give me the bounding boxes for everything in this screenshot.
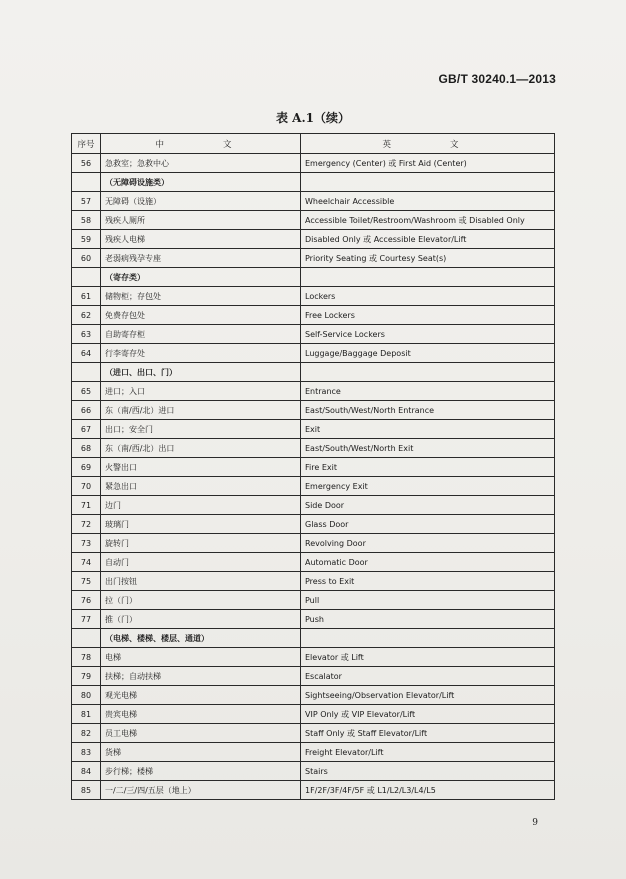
row-number-cell: 61 [72, 287, 101, 306]
english-term-cell: Staff Only 或 Staff Elevator/Lift [301, 724, 555, 743]
row-number-cell: 69 [72, 458, 101, 477]
english-term-cell: Emergency Exit [301, 477, 555, 496]
table-row [72, 192, 555, 211]
row-number-cell: 82 [72, 724, 101, 743]
english-term-cell [301, 268, 555, 287]
row-number-cell: 79 [72, 667, 101, 686]
chinese-term-cell: 步行梯；楼梯 [101, 762, 301, 781]
english-term-cell: Wheelchair Accessible [301, 192, 555, 211]
chinese-term-cell: 残疾人厕所 [101, 211, 301, 230]
english-term-cell: 1F/2F/3F/4F/5F 或 L1/L2/L3/L4/L5 [301, 781, 555, 800]
row-number-cell: 76 [72, 591, 101, 610]
chinese-term-cell: 货梯 [101, 743, 301, 762]
chinese-term-cell: 员工电梯 [101, 724, 301, 743]
row-number-cell: 73 [72, 534, 101, 553]
table-row [72, 344, 555, 363]
chinese-term-cell: （寄存类） [101, 268, 301, 287]
table-row [72, 762, 555, 781]
chinese-term-cell: 进口；入口 [101, 382, 301, 401]
english-term-cell: Free Lockers [301, 306, 555, 325]
row-number-cell [72, 173, 101, 192]
table-row [72, 781, 555, 800]
row-number-cell: 77 [72, 610, 101, 629]
english-term-cell: Fire Exit [301, 458, 555, 477]
english-term-cell: Press to Exit [301, 572, 555, 591]
row-number-cell: 75 [72, 572, 101, 591]
english-term-cell: Exit [301, 420, 555, 439]
table-row [72, 211, 555, 230]
english-term-cell: Accessible Toilet/Restroom/Washroom 或 Disabled Only [301, 211, 555, 230]
english-term-cell: Luggage/Baggage Deposit [301, 344, 555, 363]
table-row [72, 591, 555, 610]
row-number-cell: 60 [72, 249, 101, 268]
table-row [72, 287, 555, 306]
chinese-term-cell: （进口、出口、门） [101, 363, 301, 382]
row-number-cell: 70 [72, 477, 101, 496]
row-number-cell [72, 629, 101, 648]
chinese-term-cell: 出门按钮 [101, 572, 301, 591]
english-term-cell: Priority Seating 或 Courtesy Seat(s) [301, 249, 555, 268]
column-header-no: 序号 [72, 134, 101, 154]
english-term-cell: Self-Service Lockers [301, 325, 555, 344]
table-row [72, 382, 555, 401]
chinese-term-cell: 扶梯；自动扶梯 [101, 667, 301, 686]
row-number-cell: 78 [72, 648, 101, 667]
category-row [72, 363, 555, 382]
row-number-cell: 81 [72, 705, 101, 724]
chinese-term-cell: 紧急出口 [101, 477, 301, 496]
table-header-row [72, 134, 555, 154]
table-row [72, 439, 555, 458]
english-term-cell [301, 173, 555, 192]
table-row [72, 534, 555, 553]
english-term-cell: Emergency (Center) 或 First Aid (Center) [301, 154, 555, 173]
chinese-term-cell: 火警出口 [101, 458, 301, 477]
table-row [72, 230, 555, 249]
row-number-cell: 63 [72, 325, 101, 344]
chinese-term-cell: 边门 [101, 496, 301, 515]
chinese-term-cell: 旋转门 [101, 534, 301, 553]
table-row [72, 610, 555, 629]
table-row [72, 458, 555, 477]
english-term-cell: Side Door [301, 496, 555, 515]
row-number-cell: 83 [72, 743, 101, 762]
chinese-term-cell: 老弱病残孕专座 [101, 249, 301, 268]
chinese-term-cell: 行李寄存处 [101, 344, 301, 363]
chinese-term-cell: 东（南/西/北）进口 [101, 401, 301, 420]
english-term-cell: Sightseeing/Observation Elevator/Lift [301, 686, 555, 705]
column-header-english: 英 文 [301, 134, 555, 154]
chinese-term-cell: 自动门 [101, 553, 301, 572]
chinese-term-cell: 自助寄存柜 [101, 325, 301, 344]
column-header-chinese: 中 文 [101, 134, 301, 154]
standard-code: GB/T 30240.1—2013 [438, 72, 556, 86]
table-row [72, 686, 555, 705]
english-term-cell: Revolving Door [301, 534, 555, 553]
english-term-cell: Entrance [301, 382, 555, 401]
table-row [72, 496, 555, 515]
chinese-term-cell: 贵宾电梯 [101, 705, 301, 724]
english-term-cell: Disabled Only 或 Accessible Elevator/Lift [301, 230, 555, 249]
chinese-term-cell: 残疾人电梯 [101, 230, 301, 249]
row-number-cell: 72 [72, 515, 101, 534]
table-row [72, 743, 555, 762]
english-term-cell: Push [301, 610, 555, 629]
table-row [72, 306, 555, 325]
chinese-term-cell: 储物柜；存包处 [101, 287, 301, 306]
row-number-cell: 56 [72, 154, 101, 173]
table-title: 表 A.1（续） [275, 111, 351, 125]
chinese-term-cell: 推（门） [101, 610, 301, 629]
english-term-cell: Lockers [301, 287, 555, 306]
table-row [72, 515, 555, 534]
category-row [72, 629, 555, 648]
table-row [72, 724, 555, 743]
english-term-cell: Freight Elevator/Lift [301, 743, 555, 762]
row-number-cell: 84 [72, 762, 101, 781]
english-term-cell: VIP Only 或 VIP Elevator/Lift [301, 705, 555, 724]
table-body [72, 154, 555, 800]
table-row [72, 553, 555, 572]
row-number-cell: 74 [72, 553, 101, 572]
table-row [72, 572, 555, 591]
table-row [72, 705, 555, 724]
page-number: 9 [532, 818, 538, 828]
english-term-cell: East/South/West/North Entrance [301, 401, 555, 420]
row-number-cell: 66 [72, 401, 101, 420]
table-row [72, 667, 555, 686]
chinese-term-cell: 拉（门） [101, 591, 301, 610]
english-term-cell: Glass Door [301, 515, 555, 534]
row-number-cell: 68 [72, 439, 101, 458]
english-term-cell: Pull [301, 591, 555, 610]
english-term-cell [301, 629, 555, 648]
category-row [72, 268, 555, 287]
terms-table [71, 133, 555, 800]
category-row [72, 173, 555, 192]
row-number-cell: 62 [72, 306, 101, 325]
row-number-cell: 71 [72, 496, 101, 515]
row-number-cell: 67 [72, 420, 101, 439]
table-row [72, 401, 555, 420]
chinese-term-cell: 无障碍（设施） [101, 192, 301, 211]
english-term-cell: Stairs [301, 762, 555, 781]
english-term-cell: East/South/West/North Exit [301, 439, 555, 458]
chinese-term-cell: 电梯 [101, 648, 301, 667]
chinese-term-cell: 一/二/三/四/五层（地上） [101, 781, 301, 800]
chinese-term-cell: 观光电梯 [101, 686, 301, 705]
chinese-term-cell: （电梯、楼梯、楼层、通道） [101, 629, 301, 648]
row-number-cell: 65 [72, 382, 101, 401]
row-number-cell: 58 [72, 211, 101, 230]
table-row [72, 477, 555, 496]
table-row [72, 154, 555, 173]
english-term-cell: Elevator 或 Lift [301, 648, 555, 667]
table-row [72, 420, 555, 439]
row-number-cell [72, 268, 101, 287]
chinese-term-cell: 玻璃门 [101, 515, 301, 534]
english-term-cell: Escalator [301, 667, 555, 686]
row-number-cell: 80 [72, 686, 101, 705]
row-number-cell: 64 [72, 344, 101, 363]
chinese-term-cell: 急救室；急救中心 [101, 154, 301, 173]
chinese-term-cell: 出口；安全门 [101, 420, 301, 439]
row-number-cell: 85 [72, 781, 101, 800]
table-row [72, 249, 555, 268]
table-row [72, 325, 555, 344]
table-row [72, 648, 555, 667]
english-term-cell [301, 363, 555, 382]
row-number-cell: 59 [72, 230, 101, 249]
chinese-term-cell: （无障碍设施类） [101, 173, 301, 192]
row-number-cell [72, 363, 101, 382]
chinese-term-cell: 免费存包处 [101, 306, 301, 325]
english-term-cell: Automatic Door [301, 553, 555, 572]
row-number-cell: 57 [72, 192, 101, 211]
chinese-term-cell: 东（南/西/北）出口 [101, 439, 301, 458]
